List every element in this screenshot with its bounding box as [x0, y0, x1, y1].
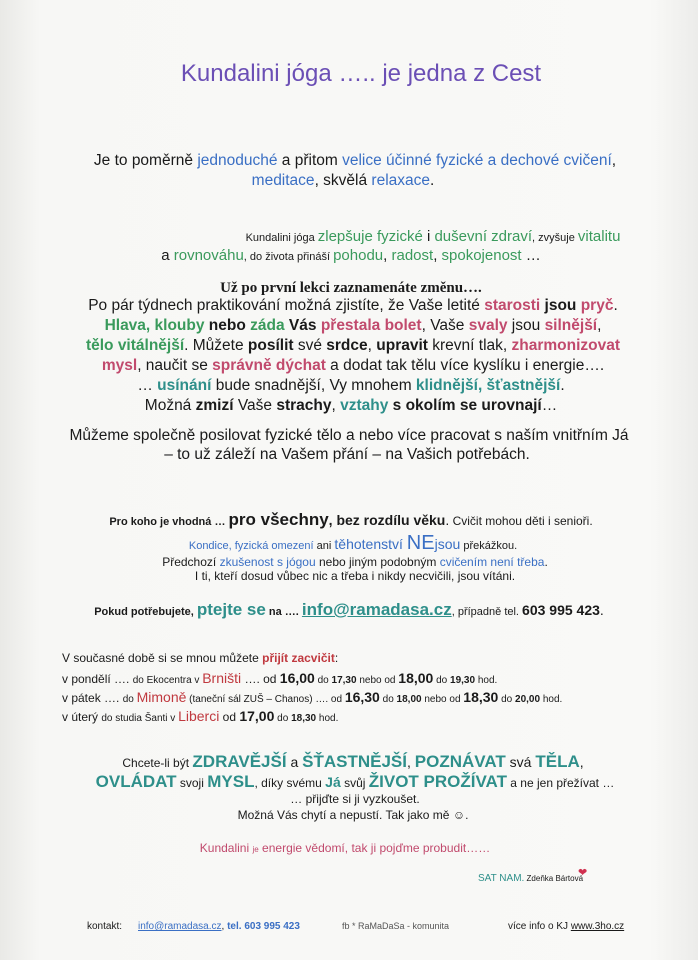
- audience-line-4: I ti, kteří dosud vůbec nic a třeba i nikdy necvičili, jsou vítáni.: [194, 569, 516, 583]
- motto: Kundalini je energie vědomí, tak ji pojďme probudit……: [199, 841, 491, 855]
- first-lesson-line-5: … usínání bude snadnější, Vy mnohem klidnější, šťastnější.: [137, 377, 565, 394]
- first-lesson-line-6: Možná zmizí Vaše strachy, vztahy s okolím se urovnají…: [144, 397, 558, 414]
- page-title: Kundalini jóga ….. je jedna z Cest: [180, 60, 542, 87]
- closing-line-3: … přijďte si ji vyzkoušet.: [290, 792, 420, 806]
- schedule-intro: V současné době si se mnou můžete přijít zacvičit:: [62, 651, 339, 665]
- benefits-line-1: Kundalini jóga zlepšuje fyzické i duševní zdraví, zvyšuje vitalitu: [245, 228, 621, 245]
- footer-contact-label: kontakt:: [87, 921, 123, 932]
- footer-email-link[interactable]: info@ramadasa.cz: [138, 921, 222, 932]
- audience-line-2: Kondice, fyzická omezení ani těhotenství NEjsou překážkou.: [188, 532, 518, 554]
- contact-line: Pokud potřebujete, ptejte se na …. info@ramadasa.cz, případně tel. 603 995 423.: [94, 600, 604, 619]
- closing-line-1: Chcete-li být ZDRAVĚJŠÍ a ŠŤASTNĚJŠÍ, POZNÁVAT svá TĚLA,: [122, 752, 584, 771]
- footer-more-info: více info o KJ www.3ho.cz: [508, 921, 625, 932]
- contact-email-link[interactable]: info@ramadasa.cz: [301, 600, 452, 619]
- audience-line-1: Pro koho je vhodná … pro všechny, bez rozdílu věku. Cvičit mohou děti i senioři.: [109, 510, 593, 529]
- schedule-row: v úterý do studia Šanti v Liberci od 17,00 do 18,30 hod.: [62, 708, 339, 724]
- first-lesson-line-3: tělo vitálnější. Můžete posílit své srdce, upravit krevní tlak, zharmonizovat: [85, 337, 621, 354]
- heart-icon: ❤: [578, 867, 588, 879]
- intro-line-1: Je to poměrně jednoduché a přitom velice účinné fyzické a dechové cvičení,: [93, 152, 617, 169]
- together-line-2: – to už záleží na Vašem přání – na Vašich potřebách.: [164, 446, 530, 463]
- schedule-row: v pondělí …. do Ekocentra v Brništi …. od 16,00 do 17,30 nebo od 18,00 do 19,30 hod.: [62, 670, 498, 686]
- closing-line-4: Možná Vás chytí a nepustí. Tak jako mě ☺.: [237, 808, 469, 822]
- footer-web-link[interactable]: www.3ho.cz: [570, 921, 625, 932]
- audience-line-3: Předchozí zkušenost s jógou nebo jiným podobným cvičením není třeba.: [162, 555, 548, 569]
- footer-facebook: fb * RaMaDaSa - komunita: [342, 921, 450, 931]
- closing-line-2: OVLÁDAT svoji MYSL, díky svému Já svůj ŽIVOT PROŽÍVAT a ne jen přežívat …: [95, 772, 615, 791]
- benefits-line-2: a rovnováhu, do života přináší pohodu, radost, spokojenost …: [161, 247, 541, 264]
- first-lesson-line-1: Po pár týdnech praktikování možná zjistíte, že Vaše letité starosti jsou pryč.: [88, 297, 618, 314]
- together-line-1: Můžeme společně posilovat fyzické tělo a nebo více pracovat s naším vnitřním Já: [69, 427, 629, 444]
- schedule-row: v pátek …. do Mimoně (taneční sál ZUŠ – Chanos) …. od 16,30 do 18,00 nebo od 18,30 do 20,00 hod.: [62, 689, 563, 705]
- footer-contact: info@ramadasa.cz, tel. 603 995 423: [138, 921, 300, 932]
- first-lesson-line-2: Hlava, klouby nebo záda Vás přestala bolet, Vaše svaly jsou silnější,: [104, 317, 602, 334]
- first-lesson-line-4: mysl, naučit se správně dýchat a dodat tak tělu více kyslíku i energie….: [101, 357, 605, 374]
- signature: SAT NAM. Zdeňka Bártová: [478, 873, 584, 884]
- first-lesson-heading: Už po první lekci zaznamenáte změnu….: [220, 280, 482, 296]
- intro-line-2: meditace, skvělá relaxace.: [251, 172, 435, 189]
